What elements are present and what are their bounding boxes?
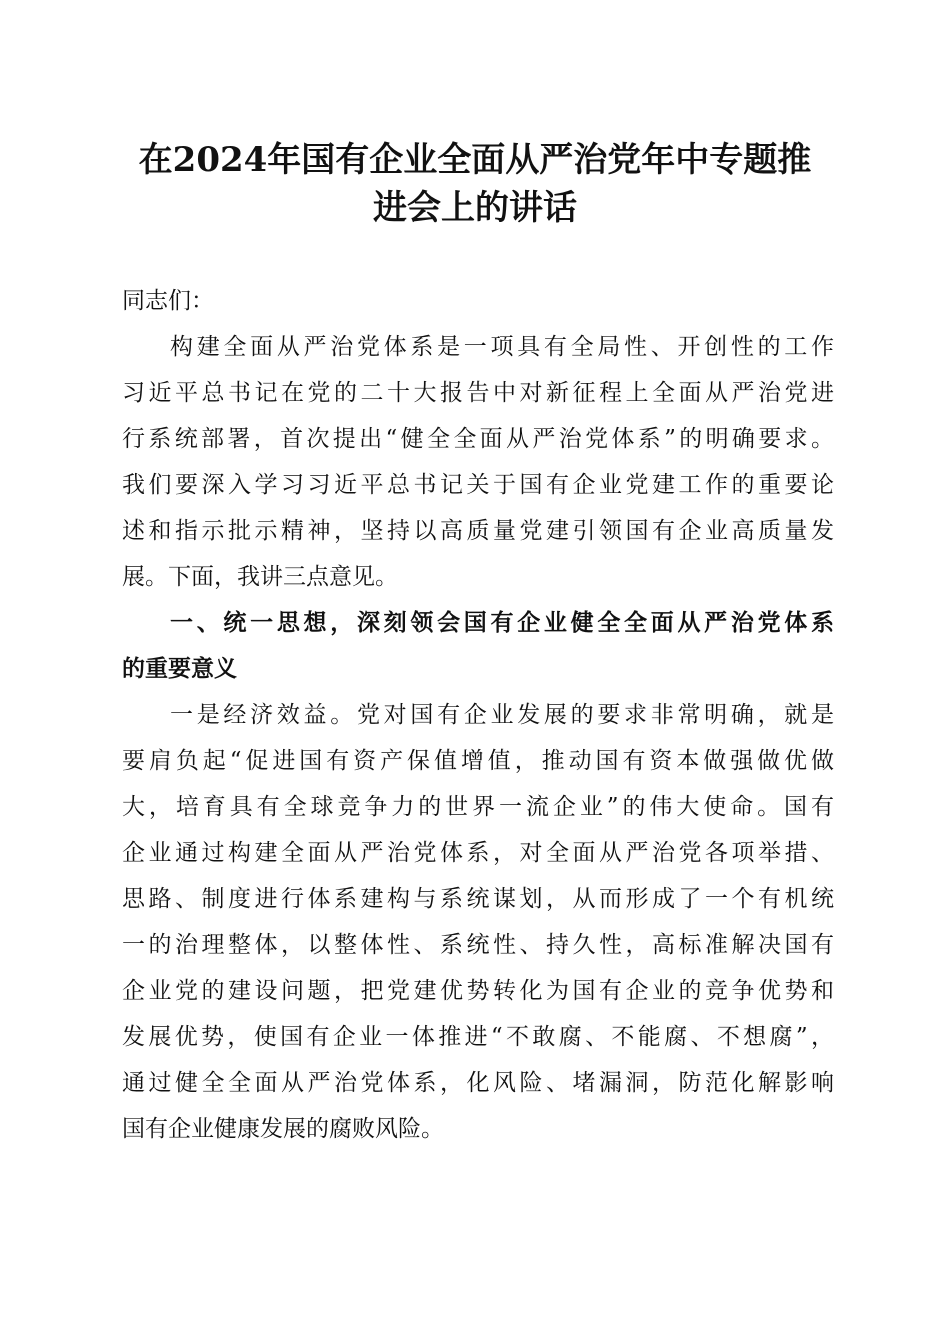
paragraph-line: 习近平总书记在党的二十大报告中对新征程上全面从严治党进 (122, 380, 834, 406)
paragraph-line: 我们要深入学习习近平总书记关于国有企业党建工作的重要论 (122, 472, 834, 498)
paragraph-line: 一的治理整体，以整体性、系统性、持久性，高标准解决国有 (122, 932, 834, 958)
paragraph-line: 一是经济效益。党对国有企业发展的要求非常明确，就是 (170, 702, 834, 728)
heading-line: 一、统一思想，深刻领会国有企业健全全面从严治党体系 (170, 610, 834, 636)
document-body (122, 278, 834, 1152)
paragraph-line: 述和指示批示精神，坚持以高质量党建引领国有企业高质量发 (122, 518, 834, 544)
paragraph-line: 要肩负起“促进国有资产保值增值，推动国有资本做强做优做 (122, 748, 834, 774)
paragraph-line: 企业通过构建全面从严治党体系，对全面从严治党各项举措、 (122, 840, 834, 866)
heading-line: 的重要意义 (122, 656, 237, 682)
salutation: 同志们： (122, 288, 214, 314)
paragraph-line: 发展优势，使国有企业一体推进“不敢腐、不能腐、不想腐”， (122, 1024, 834, 1050)
paragraph-line: 大，培育具有全球竞争力的世界一流企业”的伟大使命。国有 (122, 794, 834, 820)
paragraph-line: 思路、制度进行体系建构与系统谋划，从而形成了一个有机统 (122, 886, 834, 912)
paragraph-line: 企业党的建设问题，把党建优势转化为国有企业的竞争优势和 (122, 978, 834, 1004)
paragraph-line: 国有企业健康发展的腐败风险。 (122, 1116, 444, 1142)
paragraph-line: 通过健全全面从严治党体系，化风险、堵漏洞，防范化解影响 (122, 1070, 834, 1096)
section-heading-1 (122, 600, 834, 692)
paragraph-line: 构建全面从严治党体系是一项具有全局性、开创性的工作 (170, 334, 834, 360)
title-line-2: 进会上的讲话 (373, 188, 577, 228)
paragraph-line: 展。下面，我讲三点意见。 (122, 564, 398, 590)
paragraph-intro (122, 324, 834, 600)
document-title (100, 136, 850, 232)
title-line-1: 在2024年国有企业全面从严治党年中专题推 (138, 140, 812, 180)
paragraph-line: 行系统部署，首次提出“健全全面从严治党体系”的明确要求。 (122, 426, 834, 452)
paragraph-economic-benefit (122, 692, 834, 1152)
